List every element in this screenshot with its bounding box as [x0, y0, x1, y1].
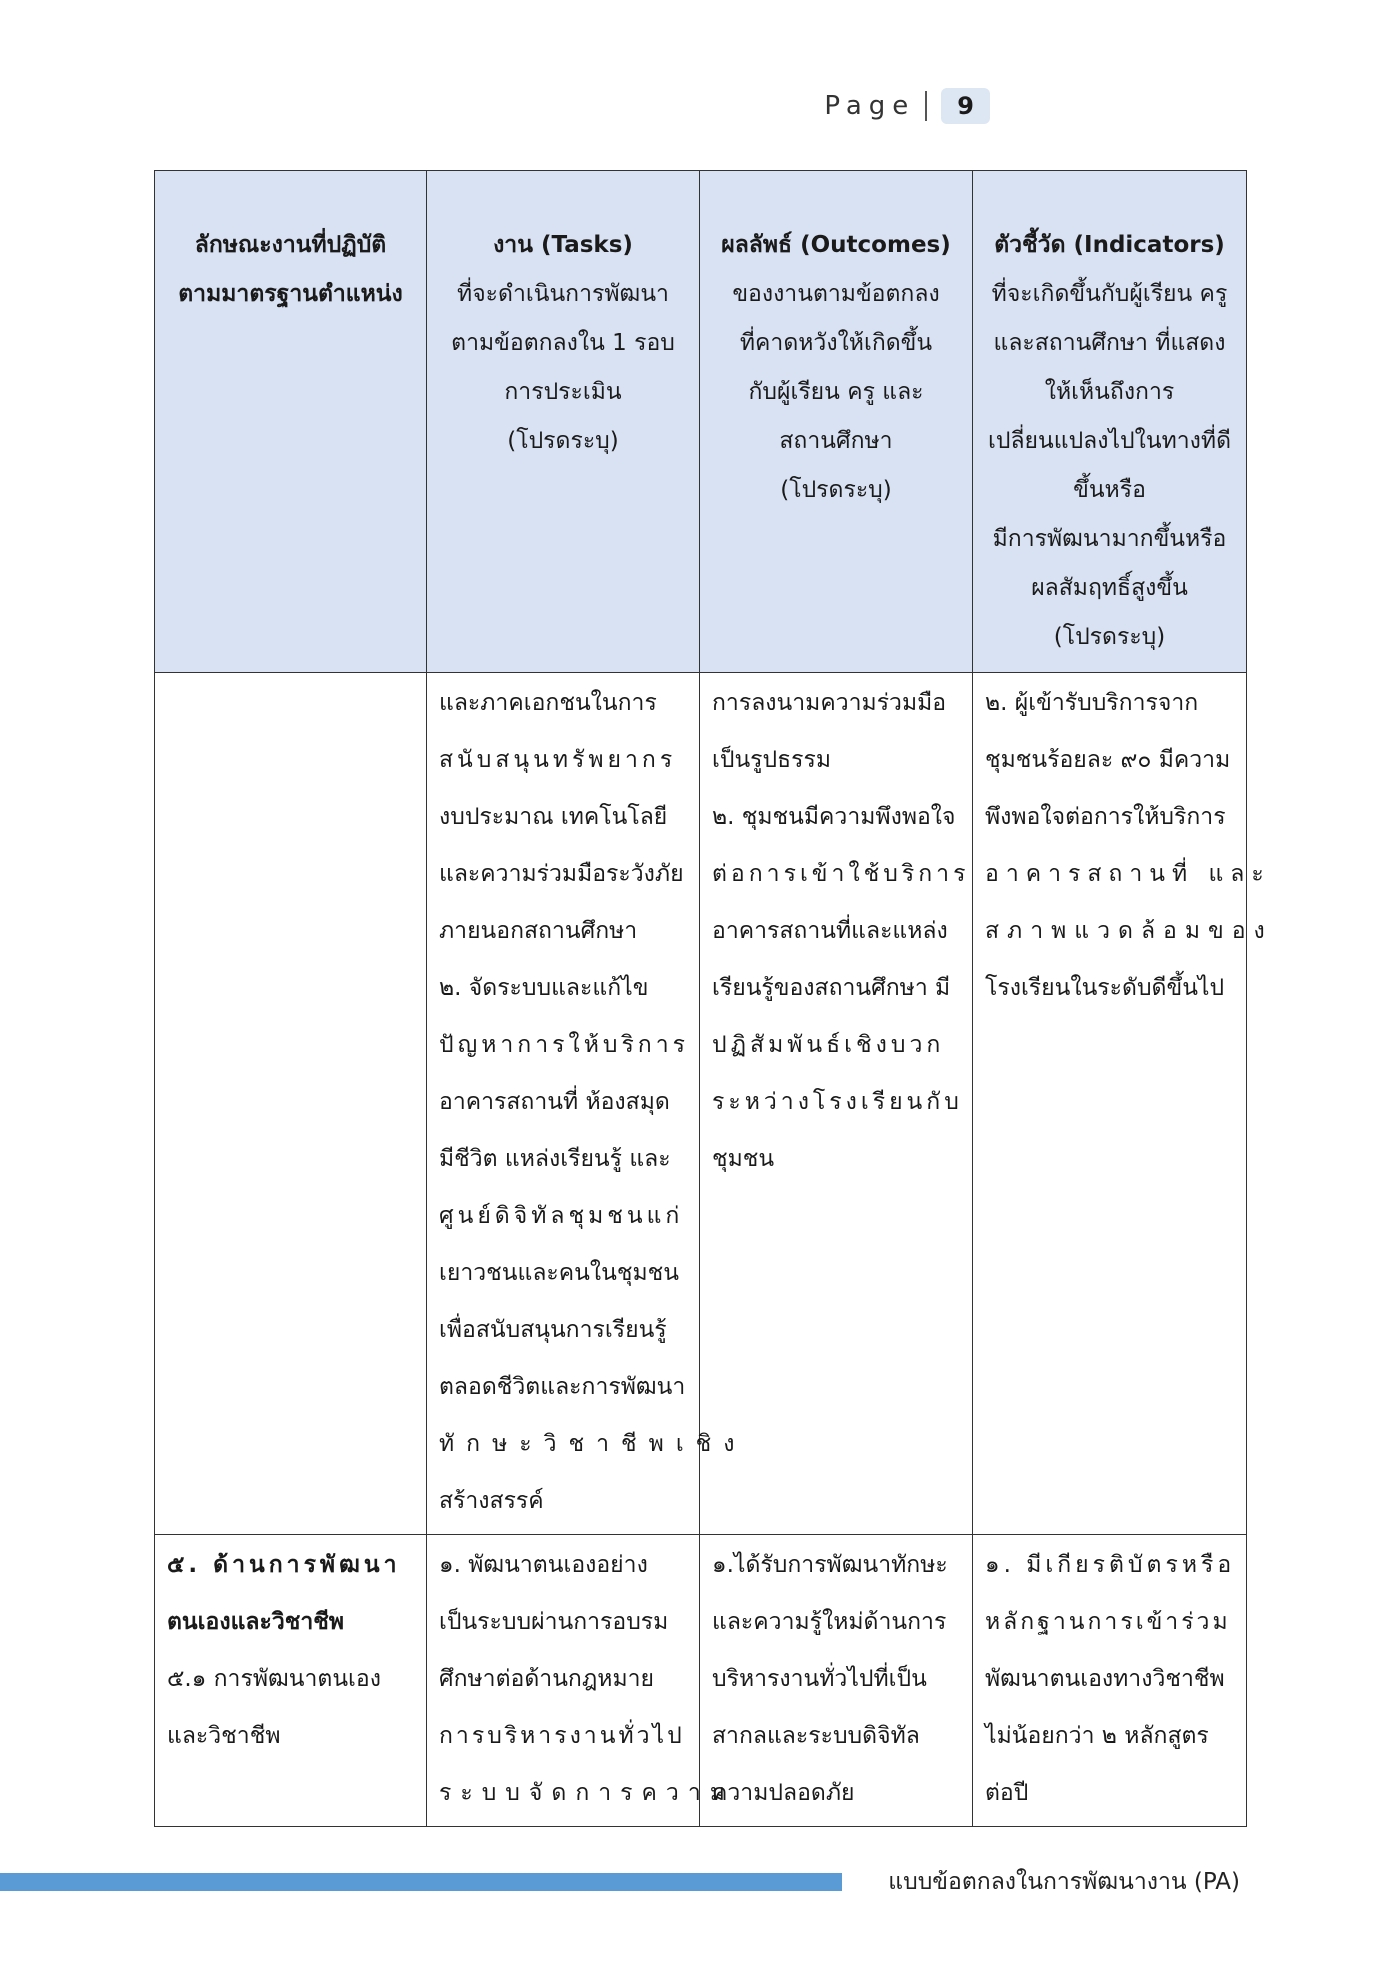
header-col-3-line: (โปรดระบุ): [780, 477, 892, 503]
cell-line: ศูนย์ดิจิทัลชุมชนแก่: [439, 1203, 684, 1229]
cell-line: ปฏิสัมพันธ์เชิงบวก: [712, 1032, 945, 1058]
row2-standard-cell: [155, 1535, 427, 1827]
pa-table: [154, 170, 1273, 1827]
cell-line: และวิชาชีพ: [167, 1723, 281, 1749]
header-col-4-line: มีการพัฒนามากขึ้นหรือ: [992, 526, 1227, 552]
cell-line: ๒. ผู้เข้ารับบริการจาก: [985, 690, 1199, 716]
cell-line: เป็นรูปธรรม: [712, 747, 832, 773]
cell-line: สากลและระบบดิจิทัล: [712, 1723, 920, 1749]
cell-line: ๑. พัฒนาตนเองอย่าง: [439, 1552, 648, 1578]
cell-line: สนับสนุนทรัพยากร: [439, 747, 677, 773]
cell-line: ๑.ได้รับการพัฒนาทักษะ: [712, 1552, 948, 1578]
cell-line: การลงนามความร่วมมือ: [712, 690, 947, 716]
header-col-1-title: ลักษณะงานที่ปฏิบัติ: [194, 232, 387, 258]
header-col-4-line: และสถานศึกษา ที่แสดง: [993, 330, 1226, 356]
cell-line: ระบบจัดการความ: [439, 1780, 734, 1806]
cell-line: หลักฐานการเข้าร่วม: [985, 1609, 1231, 1635]
cell-line: ๕. ด้านการพัฒนา: [167, 1552, 401, 1578]
page-separator: [925, 91, 927, 121]
cell-line: เยาวชนและคนในชุมชน: [439, 1260, 679, 1286]
cell-line: และความร่วมมือระวังภัย: [439, 861, 684, 887]
cell-line: และความรู้ใหม่ด้านการ: [712, 1609, 947, 1635]
header-col-1-line: ตามมาตรฐานตำแหน่ง: [178, 281, 403, 307]
header-col-2-line: การประเมิน: [504, 379, 622, 405]
cell-line: ภายนอกสถานศึกษา: [439, 918, 638, 944]
cell-line: ๕.๑ การพัฒนาตนเอง: [167, 1666, 381, 1692]
header-col-2: [427, 171, 700, 673]
row1-indicators-cell: [973, 673, 1273, 1535]
header-col-2-line: (โปรดระบุ): [507, 428, 619, 454]
cell-line: ระหว่างโรงเรียนกับ: [712, 1089, 963, 1115]
cell-line: ทักษะวิชาชีพเชิง: [439, 1431, 747, 1457]
row2-indicators-cell: [973, 1535, 1247, 1827]
cell-line: ๑. มีเกียรติบัตรหรือ: [985, 1552, 1236, 1578]
footer-bar: [0, 1873, 842, 1891]
header-col-4-line: เปลี่ยนแปลงไปในทางที่ดี: [987, 428, 1232, 454]
cell-line: สร้างสรรค์: [439, 1488, 544, 1514]
cell-line: อาคารสถานที่และแหล่ง: [712, 918, 948, 944]
cell-line: ชุมชน: [712, 1146, 775, 1172]
page-word: Page: [824, 91, 916, 121]
header-col-4-title: ตัวชี้วัด (Indicators): [994, 232, 1225, 258]
table-row: [155, 1535, 1247, 1827]
cell-line: อาคารสถานที่ ห้องสมุด: [439, 1089, 670, 1115]
table-header-row: [155, 171, 1247, 673]
header-col-3-line: ของงานตามข้อตกลง: [732, 281, 940, 307]
cell-line: มีชีวิต แหล่งเรียนรู้ และ: [439, 1146, 671, 1172]
header-col-1: [155, 171, 427, 673]
cell-line: ต่อปี: [985, 1780, 1029, 1806]
row1-tasks-cell: [427, 673, 747, 1535]
row1-outcomes-cell: [700, 673, 973, 1535]
cell-line: เรียนรู้ของสถานศึกษา มี: [712, 975, 951, 1001]
header-col-3-line: ที่คาดหวังให้เกิดขึ้น: [739, 330, 933, 356]
cell-line: พึงพอใจต่อการให้บริการ: [985, 804, 1226, 830]
cell-line: เป็นระบบผ่านการอบรม: [439, 1609, 669, 1635]
header-col-3-line: กับผู้เรียน ครู และ: [748, 379, 924, 405]
header-col-4: [973, 171, 1247, 673]
header-col-2-title: งาน (Tasks): [493, 232, 633, 258]
header-col-4-line: ขึ้นหรือ: [1073, 477, 1146, 503]
header-col-2-line: ตามข้อตกลงใน 1 รอบ: [451, 330, 675, 356]
row1-standard-cell: [155, 673, 427, 1535]
cell-line: งบประมาณ เทคโนโลยี: [439, 804, 668, 830]
cell-line: พัฒนาตนเองทางวิชาชีพ: [985, 1666, 1225, 1692]
cell-line: และภาคเอกชนในการ: [439, 690, 657, 716]
header-col-3: [700, 171, 973, 673]
header-col-4-line: ให้เห็นถึงการ: [1044, 379, 1175, 405]
page-number: 9: [941, 88, 990, 124]
header-col-4-line: ที่จะเกิดขึ้นกับผู้เรียน ครู: [991, 281, 1228, 307]
table-row: [155, 673, 1247, 1535]
cell-line: สภาพแวดล้อมของ: [985, 918, 1273, 944]
cell-line: ศึกษาต่อด้านกฎหมาย: [439, 1666, 655, 1692]
header-col-2-line: ที่จะดำเนินการพัฒนา: [457, 281, 669, 307]
cell-line: เพื่อสนับสนุนการเรียนรู้: [439, 1317, 667, 1343]
cell-line: ๒. ชุมชนมีความพึงพอใจ: [712, 804, 956, 830]
cell-line: อาคารสถานที่ และ: [985, 861, 1271, 887]
cell-line: ความปลอดภัย: [712, 1780, 855, 1806]
cell-line: ตนเองและวิชาชีพ: [167, 1609, 345, 1635]
cell-line: ตลอดชีวิตและการพัฒนา: [439, 1374, 686, 1400]
cell-line: การบริหารงานทั่วไป: [439, 1723, 685, 1749]
header-col-3-line: สถานศึกษา: [779, 428, 893, 454]
cell-line: ไม่น้อยกว่า ๒ หลักสูตร: [985, 1723, 1209, 1749]
cell-line: ๒. จัดระบบและแก้ไข: [439, 975, 649, 1001]
header-col-4-line: ผลสัมฤทธิ์สูงขึ้น: [1031, 575, 1188, 601]
cell-line: บริหารงานทั่วไปที่เป็น: [712, 1666, 927, 1692]
cell-line: โรงเรียนในระดับดีขึ้นไป: [985, 975, 1225, 1001]
footer-text: แบบข้อตกลงในการพัฒนางาน (PA): [888, 1869, 1240, 1895]
cell-line: ชุมชนร้อยละ ๙๐ มีความ: [985, 747, 1231, 773]
page-header: [824, 86, 990, 126]
row2-tasks-cell: [427, 1535, 734, 1827]
cell-line: ปัญหาการให้บริการ: [439, 1032, 690, 1058]
cell-line: ต่อการเข้าใช้บริการ: [712, 861, 970, 887]
header-col-3-title: ผลลัพธ์ (Outcomes): [721, 232, 951, 258]
header-col-4-line: (โปรดระบุ): [1053, 624, 1166, 650]
row2-outcomes-cell: [700, 1535, 973, 1827]
